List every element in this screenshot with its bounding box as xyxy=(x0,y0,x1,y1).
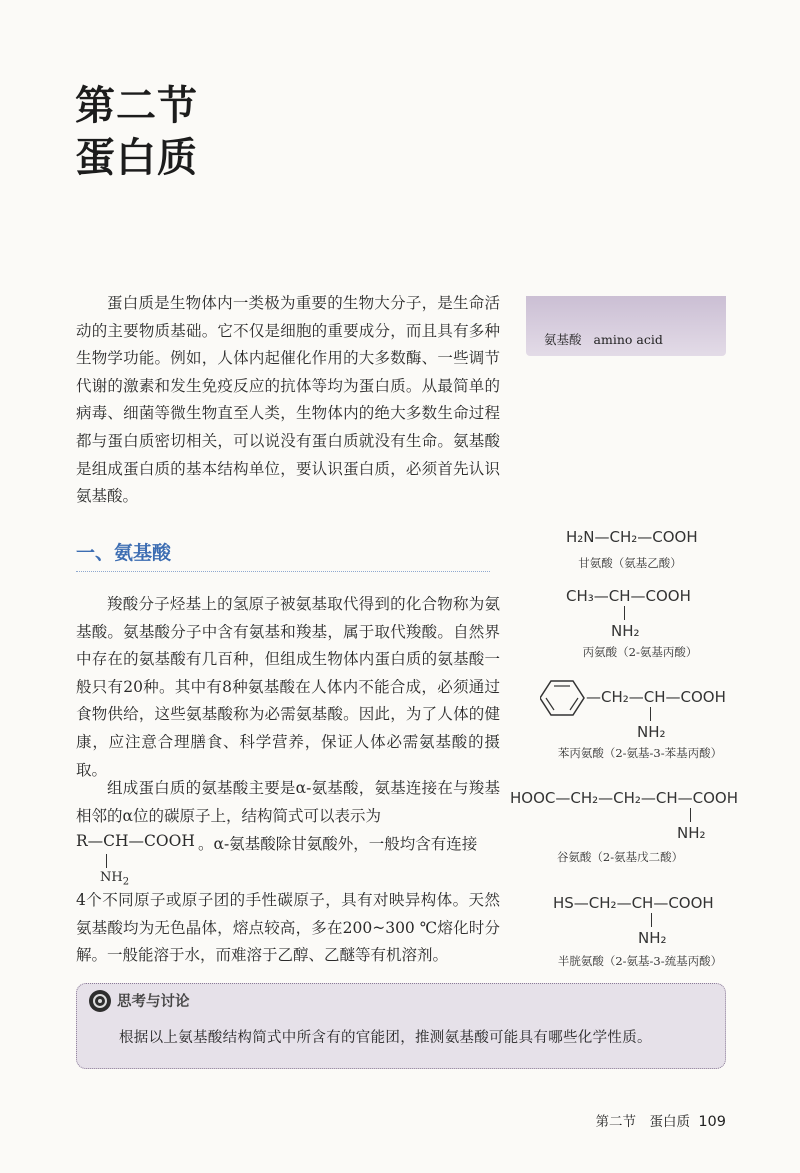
intro-paragraph: 蛋白质是生物体内一类极为重要的生物大分子，是生命活动的主要物质基础。它不仅是细胞的重要成分，而且具有多种生物学功能。例如，人体内起催化作用的大多数酶、一些调节代谢的激素和发生免疫反应的抗体等均为蛋白质。从最简单的病毒、细菌等微生物直至人类，生物体内的绝大多数生命过程都与蛋白质密切相关，可以说没有蛋白质就没有生命。氨基酸是组成蛋白质的基本结构单位，要认识蛋白质，必须首先认识氨基酸。 xyxy=(76,294,500,506)
discussion-icon xyxy=(89,990,111,1012)
glutamic-acid-bond xyxy=(690,808,691,822)
section-divider xyxy=(76,571,490,572)
formula-tail: 。α-氨基酸除甘氨酸外，一般均含有连接 xyxy=(198,835,478,853)
keyword-box xyxy=(526,296,726,356)
phenylalanine-bond xyxy=(650,707,651,721)
cysteine-caption: 半胱氨酸（2-氨基-3-巯基丙酸） xyxy=(557,954,723,968)
glutamic-acid-formula: HOOC—CH₂—CH₂—CH—COOH xyxy=(510,789,739,807)
glutamic-acid-caption: 谷氨酸（2-氨基戊二酸） xyxy=(556,850,684,864)
page-number: 109 xyxy=(698,1114,726,1130)
glycine-caption: 甘氨酸（氨基乙酸） xyxy=(578,556,682,570)
benzene-ring-icon xyxy=(540,678,586,718)
formula-bond xyxy=(106,854,107,868)
alanine-caption: 丙氨酸（2-氨基丙酸） xyxy=(582,645,698,659)
formula-amine: $NH_2$ xyxy=(100,870,130,888)
think-discuss-box xyxy=(76,983,726,1069)
page-footer xyxy=(596,1110,726,1130)
general-formula-line xyxy=(76,832,500,892)
phenylalanine-amine: NH₂ xyxy=(637,723,666,741)
alanine-bond xyxy=(624,606,625,620)
alanine-formula: CH₃—CH—COOH xyxy=(566,587,691,605)
general-formula: R—CH—COOH xyxy=(76,832,195,850)
section-heading: 一、氨基酸 xyxy=(76,542,172,564)
think-question: 根据以上氨基酸结构简式中所含有的官能团，推测氨基酸可能具有哪些化学性质。 xyxy=(119,1030,652,1046)
alanine-amine: NH₂ xyxy=(611,622,640,640)
keyword-en: amino acid xyxy=(593,332,663,347)
phenylalanine-caption: 苯丙氨酸（2-氨基-3-苯基丙酸） xyxy=(557,746,723,760)
amino-acid-properties: 4个不同原子或原子团的手性碳原子，具有对映异构体。天然氨基酸均为无色晶体，熔点较高，多在200~300 ℃熔化时分解。一般能溶于水，而难溶于乙醇、乙醚等有机溶剂。 xyxy=(76,891,500,965)
amino-acid-definition: 羧酸分子烃基上的氢原子被氨基取代得到的化合物称为氨基酸。氨基酸分子中含有氨基和羧基，属于取代羧酸。自然界中存在的氨基酸有几百种，但组成生物体内蛋白质的氨基酸一般只有20种。其中有8种氨基酸在人体内不能合成，必须通过食物供给，这些氨基酸称为必需氨基酸。因此，为了人体的健康，应注意合理膳食、科学营养，保证人体必需氨基酸的摄取。 xyxy=(76,595,500,779)
glycine-formula: H₂N—CH₂—COOH xyxy=(566,528,698,546)
alpha-amino-acid-paragraph: 组成蛋白质的氨基酸主要是α-氨基酸，氨基连接在与羧基相邻的α位的碳原子上，结构简式可以表示为 xyxy=(76,779,500,825)
section-label: 第二节 xyxy=(75,83,198,129)
think-title: 思考与讨论 xyxy=(117,994,190,1010)
glutamic-acid-amine: NH₂ xyxy=(677,824,706,842)
cysteine-formula: HS—CH₂—CH—COOH xyxy=(553,894,714,912)
section-title: 蛋白质 xyxy=(75,135,198,181)
keyword-zh: 氨基酸 xyxy=(544,332,582,347)
phenylalanine-formula: —CH₂—CH—COOH xyxy=(586,688,726,706)
chapter-title xyxy=(75,80,198,184)
cysteine-amine: NH₂ xyxy=(638,929,667,947)
footer-section: 第二节 蛋白质 xyxy=(595,1114,691,1130)
cysteine-bond xyxy=(651,913,652,927)
